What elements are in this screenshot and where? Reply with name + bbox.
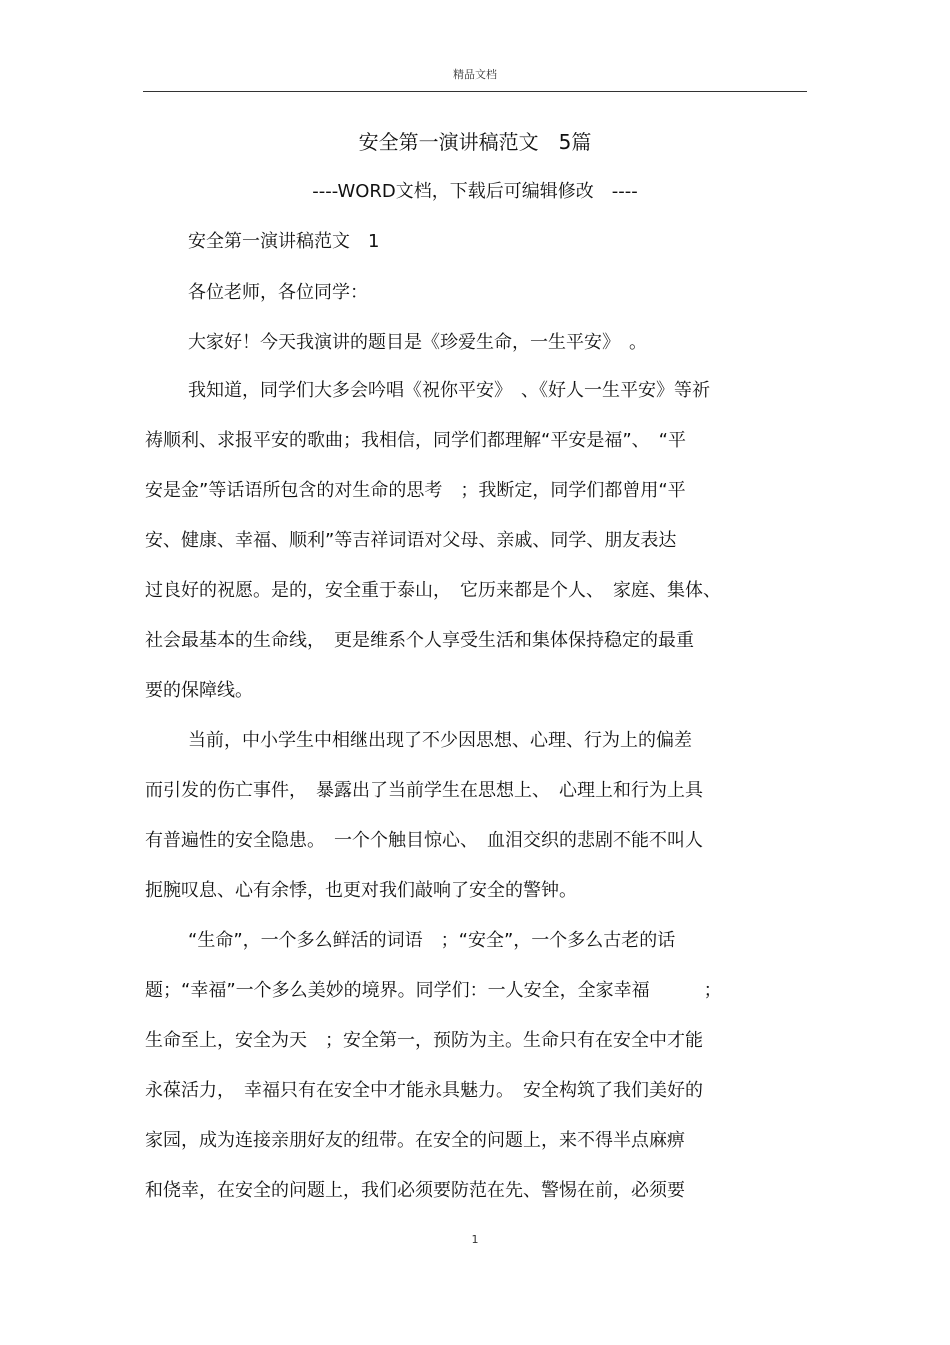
page-number: 1 — [471, 1233, 479, 1246]
body-line: 祷顺利、求报平安的歌曲；我相信，同学们都理解“平安是福”、 “平 — [145, 430, 686, 451]
body-line: 大家好！今天我演讲的题目是《珍爱生命，一生平安》 。 — [188, 332, 647, 353]
body-line: 永葆活力， 幸福只有在安全中才能永具魅力。 安全构筑了我们美好的 — [145, 1080, 703, 1101]
document-title: 安全第一演讲稿范文 5篇 — [358, 130, 592, 154]
body-line: 社会最基本的生命线， 更是维系个人享受生活和集体保持稳定的最重 — [145, 630, 694, 651]
body-line: 当前，中小学生中相继出现了不少因思想、心理、行为上的偏差 — [188, 730, 692, 751]
body-line: 过良好的祝愿。是的，安全重于泰山， 它历来都是个人、 家庭、集体、 — [145, 580, 721, 601]
body-line: 我知道，同学们大多会吟唱《祝你平安》 、《好人一生平安》等祈 — [188, 380, 710, 401]
body-line: 家园，成为连接亲朋好友的纽带。在安全的问题上，来不得半点麻痹 — [145, 1130, 685, 1151]
body-line: 而引发的伤亡事件， 暴露出了当前学生在思想上、 心理上和行为上具 — [145, 780, 703, 801]
body-line: 有普遍性的安全隐患。 一个个触目惊心、 血泪交织的悲剧不能不叫人 — [145, 830, 703, 851]
body-line: 题；“幸福”一个多么美妙的境界。同学们：一人安全，全家幸福 ； — [145, 980, 722, 1001]
body-line: “生命”，一个多么鲜活的词语 ；“安全”，一个多么古老的话 — [188, 930, 676, 951]
header-divider — [143, 91, 807, 92]
body-line: 安、健康、幸福、顺利”等吉祥词语对父母、亲戚、同学、朋友表达 — [145, 530, 677, 551]
section-heading: 安全第一演讲稿范文 1 — [188, 231, 380, 252]
body-line: 和侥幸，在安全的问题上，我们必须要防范在先、警惕在前，必须要 — [145, 1180, 685, 1201]
body-line: 安是金”等话语所包含的对生命的思考 ；我断定，同学们都曾用“平 — [145, 480, 686, 501]
document-subtitle: ----WORD文档，下载后可编辑修改 ---- — [312, 181, 638, 202]
body-line: 要的保障线。 — [145, 680, 253, 701]
page-header-label: 精品文档 — [453, 68, 497, 81]
body-line: 生命至上，安全为天 ；安全第一，预防为主。生命只有在安全中才能 — [145, 1030, 703, 1051]
body-line: 扼腕叹息、心有余悸，也更对我们敲响了安全的警钟。 — [145, 880, 577, 901]
salutation: 各位老师，各位同学： — [188, 282, 368, 303]
